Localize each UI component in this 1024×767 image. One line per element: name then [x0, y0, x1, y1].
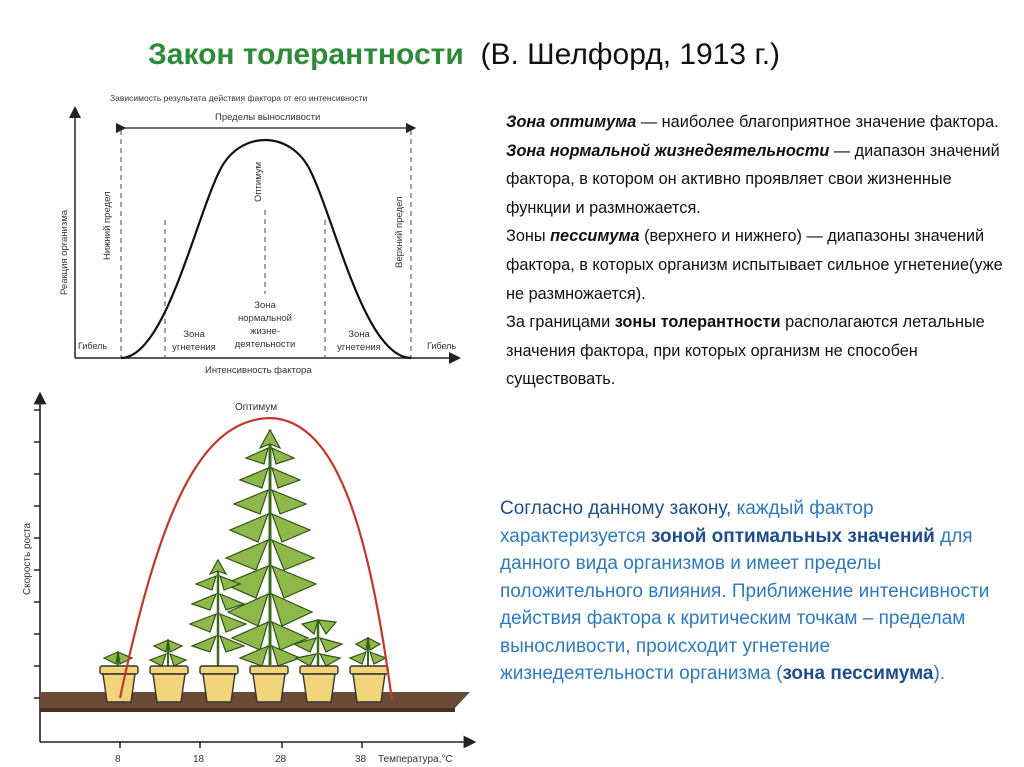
pessimum-text: (верхнего и нижнего) — диапазоны значений фактора, в которых организм испытывает сильное угнетение(уже не размножается).	[506, 227, 1003, 303]
definition-optimum	[506, 108, 1006, 137]
definitions-text	[506, 108, 1006, 394]
upper-limit-label: Верхний предел	[394, 196, 405, 268]
optimum-term: Зона оптимума	[506, 113, 637, 131]
lower-limit-label: Нижний предел	[102, 191, 113, 260]
y-axis-label: Реакция организма	[59, 209, 70, 295]
title-subtitle: (В. Шелфорд, 1913 г.)	[480, 38, 781, 71]
svg-text:угнетения: угнетения	[337, 342, 381, 353]
optimum-label: Оптимум	[253, 161, 264, 202]
top-caption: Зависимость результата действия фактора от его интенсивности	[110, 93, 368, 103]
pot-4	[250, 666, 288, 702]
conclusion-part-2: каждый фактор характеризуется	[500, 498, 874, 547]
death-left-label: Гибель	[78, 341, 108, 351]
pot-6	[350, 666, 388, 702]
conclusion-text	[500, 495, 1005, 688]
conclusion-part-5: зона пессимума	[782, 663, 934, 684]
plant-33	[294, 620, 342, 672]
svg-text:Зона: Зона	[183, 329, 205, 340]
tick-28: 28	[275, 754, 287, 765]
definition-tolerance	[506, 308, 1006, 394]
svg-text:деятельности: деятельности	[234, 339, 296, 350]
conclusion-part-1: Согласно данному закону,	[500, 498, 737, 519]
definition-normal	[506, 137, 1006, 223]
definition-pessimum	[506, 222, 1006, 308]
conclusion-part-3: зоной оптимальных значений	[651, 525, 935, 547]
tick-38: 38	[355, 754, 367, 765]
zone-center-label	[235, 300, 296, 350]
page-title	[148, 38, 780, 72]
pot-5	[300, 666, 338, 702]
plant-growth-diagram	[0, 390, 490, 767]
svg-text:жизне-: жизне-	[250, 326, 280, 337]
range-label: Пределы выносливости	[215, 112, 321, 123]
tick-18: 18	[193, 754, 205, 765]
svg-text:Зона: Зона	[348, 329, 370, 340]
tolerance-curve-diagram	[45, 90, 475, 380]
plant-28	[224, 430, 316, 666]
pessimum-prefix: Зоны	[506, 227, 551, 246]
conclusion-part-6: ).	[933, 663, 946, 684]
svg-text:угнетения: угнетения	[172, 342, 216, 353]
death-right-label: Гибель	[427, 341, 457, 351]
pot-3	[200, 666, 238, 702]
pot-1	[100, 666, 138, 702]
title-main: Закон толерантности	[148, 38, 464, 71]
tolerance-term: зоны толерантности	[614, 313, 781, 332]
svg-text:Зона: Зона	[254, 300, 276, 311]
growth-optimum-label: Оптимум	[235, 402, 278, 413]
zone-right-label	[337, 329, 381, 353]
svg-text:нормальной: нормальной	[238, 313, 292, 324]
shelf	[40, 692, 470, 712]
x-axis-label: Интенсивность фактора	[205, 365, 312, 376]
pot-2	[150, 666, 188, 702]
conclusion-part-4: для данного вида организмов и имеет пределы положительного влияния. Приближение интенсивности действия фактора к критическим точкам – пределам выносливости, происходит угнетение жизнедеятельности организма (	[500, 525, 990, 684]
normal-term: Зона нормальной жизнедеятельности	[506, 141, 830, 160]
pessimum-term: пессимума	[550, 227, 640, 246]
temperature-axis-label: Температура,°С	[378, 754, 453, 765]
zone-left-label	[172, 329, 216, 353]
growth-y-axis-label: Скорость роста	[22, 522, 33, 595]
tolerance-prefix: За границами	[506, 313, 615, 332]
tolerance-text: располагаются летальные значения фактора, при которых организм не способен существовать.	[506, 313, 985, 389]
normal-text: — диапазон значений фактора, в котором он активно проявляет свои жизненные функции и размножается.	[506, 141, 1000, 217]
optimum-text: — наиболее благоприятное значение фактора.	[636, 113, 999, 131]
tick-8: 8	[115, 754, 121, 765]
